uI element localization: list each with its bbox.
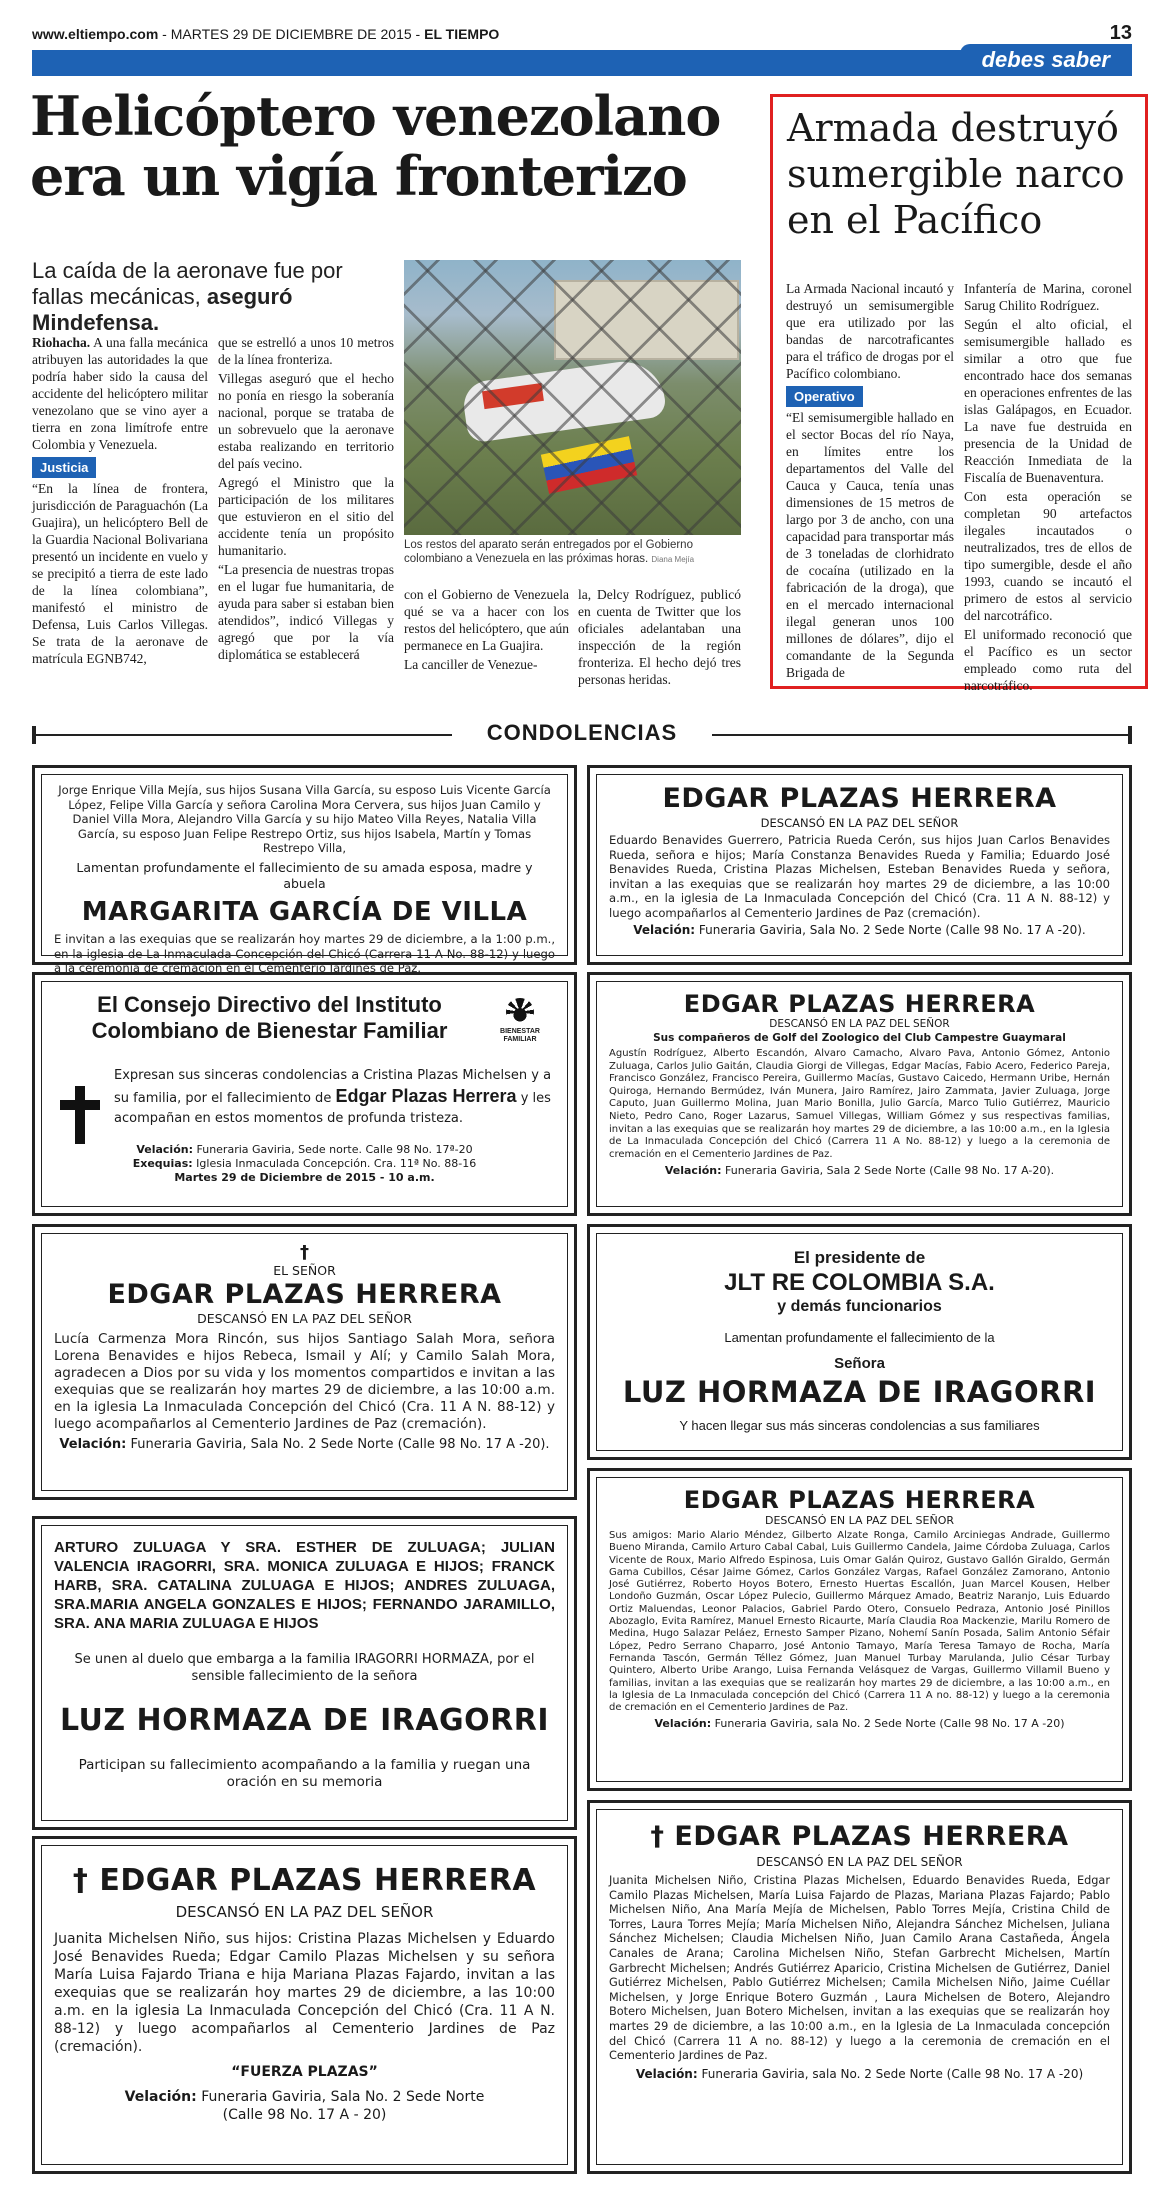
icbf-logo — [495, 998, 545, 1044]
obit-golf — [587, 972, 1132, 1216]
cross-icon — [60, 1086, 100, 1144]
obit-jlt — [587, 1224, 1132, 1460]
icbf-exe-value: Iglesia Inmaculada Concepción. Cra. 11ª No. 88-16 — [196, 1157, 477, 1170]
main-col-4 — [578, 586, 741, 690]
vel-label: Velación: — [59, 1437, 127, 1452]
subhead-text: La caída de la aeronave fue por fallas mecánicas, — [32, 258, 343, 309]
obit-name: EDGAR PLAZAS HERRERA — [683, 1486, 1036, 1514]
obit-velacion — [609, 2067, 1110, 2082]
header-line: www.eltiempo.com - MARTES 29 DE DICIEMBRE DE 2015 - EL TIEMPO — [32, 26, 500, 42]
obit-benavides — [587, 765, 1132, 965]
obit-body: Agustín Rodríguez, Alberto Escandón, Alvaro Camacho, Alvaro Pava, Antonio Gómez, Antonio Zuluaga, Carlos Julio Gaitán, Claudia Giorgi de Villegas, Edgar Macías, Fabio Acero, Federico Pareja, Francisco González, Francisco Pereira, Guillermo Macías, Gustavo Caicedo, Hermann Uribe, Hernán Quiroga, Hernando Bermúdez, Iván Munera, Jairo Ramírez, Jairo Zammata, Javier Zuluaga, Jorge Caputo, Juan Guillermo Molina, Juan Mario Bonilla, Julio García, Marco Tulio Gutiérrez, Mauricio Nieto, Pedro Cano, Roger Lazarus, Samuel Villegas, William Gómez y sus respectivas familias, invitan a las exequias que se realizarán hoy martes 29 de diciembre, a las 10:00 a.m., en la Iglesia de La Inmaculada Concepción del Chicó (Carrera 11 A No. 88-12) y luego a la ceremonia de cremación en el Cementerio Jardines de Paz. — [609, 1048, 1110, 1160]
col2-p1: que se estrelló a unos 10 metros de la línea fronteriza. — [218, 335, 394, 367]
obit-name: EDGAR PLAZAS HERRERA — [683, 990, 1036, 1018]
icbf-vel-value: Funeraria Gaviria, Sede norte. Calle 98 No. 17ª-20 — [196, 1143, 473, 1156]
side-col2-p4: El uniformado reconoció que el Pacífico es un sector empleado como ruta del narcotráfico. — [964, 627, 1132, 693]
col3-p1: con el Gobierno de Venezuela qué se va a hacer con los restos del helicóptero, que aún permanece en La Guajira. — [404, 587, 569, 653]
side-col-1 — [786, 280, 954, 683]
obit-title — [609, 1820, 1110, 1854]
main-headline — [30, 86, 750, 206]
obit-velacion — [609, 1716, 1110, 1731]
vel-value: Funeraria Gaviria, Sala 2 Sede Norte (Calle 98 No. 17 A-20). — [725, 1164, 1055, 1178]
cross-icon: † — [72, 1863, 89, 1898]
vel-value-2: (Calle 98 No. 17 A - 20) — [222, 2107, 387, 2123]
icbf-vel-label: Velación: — [136, 1143, 193, 1156]
obit-title — [54, 1862, 555, 1900]
col3-p2: La canciller de Venezue- — [404, 657, 538, 672]
side-col2-p1: Infantería de Marina, coronel Sarug Chilito Rodríguez. — [964, 281, 1132, 313]
subhead-bold: aseguró Mindefensa. — [32, 284, 293, 335]
photo-credit: Diana Mejía — [651, 555, 695, 564]
helicopter-photo — [404, 260, 741, 535]
obit-label: EL SEÑOR — [273, 1263, 336, 1278]
section-bar — [32, 47, 1132, 76]
obit-lament: Lamentan profundamente el fallecimiento de su amada esposa, madre y abuela — [76, 859, 533, 891]
jlt-name: LUZ HORMAZA DE IRAGORRI — [622, 1375, 1097, 1409]
zuluaga-names: ARTURO ZULUAGA Y SRA. ESTHER DE ZULUAGA; JULIAN VALENCIA IRAGORRI, SRA. MONICA ZULUAGA E HIJOS; FRANCK HARB, SRA. CATALINA ZULUAGA E HIJOS; ANDRES ZULUAGA, SRA.MARIA ANGELA GONZALES E HIJOS; FERNANDO JARAMILLO, SRA. ANA MARIA ZULUAGA E HIJOS — [54, 1539, 555, 1632]
icbf-logo-icon — [506, 998, 534, 1026]
obit-body: E invitan a las exequias que se realizarán hoy martes 29 de diciembre, a la 1:00 p.m., en la iglesia de La Inmaculada Concepción del Chicó (Carrera 11 A No. 88-12) y luego a la ceremonia de cremación en el Cementerio Jardines de Paz. — [54, 931, 555, 976]
col2-p3: Agregó el Ministro que la participación de los militares que estuvieron en el sitio del accidente tenía un propósito humanitario. — [218, 475, 394, 558]
jlt-company: JLT RE COLOMBIA S.A. — [724, 1269, 995, 1296]
zuluaga-body-2: Participan su fallecimiento acompañando a la familia y ruegan una oración en su memoria — [78, 1757, 531, 1790]
obit-sub2: Sus compañeros de Golf del Zoologico del Club Campestre Guaymaral — [653, 1032, 1066, 1044]
icbf-body-2: y les acompañan en estos momentos de profunda tristeza. — [114, 1091, 551, 1126]
jlt-line-1: El presidente de — [793, 1248, 926, 1267]
main-subhead — [32, 258, 397, 336]
page-number: 13 — [1109, 22, 1132, 44]
icbf-title-1: El Consejo Directivo del Instituto — [97, 992, 442, 1017]
headline-line-2: era un vigía fronterizo — [30, 144, 687, 208]
obit-velacion — [609, 923, 1110, 938]
issue-date: MARTES 29 DE DICIEMBRE DE 2015 — [170, 26, 412, 42]
section-tab: debes saber — [960, 44, 1132, 76]
side-col1-p2: “El semisumergible hallado en el sector Bocas del río Naya, en límites entre los departamentos del Valle del Cauca y Cauca, tenía unas dimensiones de 15 metros de largo por 3 de ancho, con una capacidad para transportar más de 3 toneladas de clorhidrato de cocaína (utilizado en la fabricación de la droga), que en el mercado internacional ilegal generan unos 100 millones de dólares”, dijo el comandante de la Segunda Brigada de — [786, 410, 954, 680]
vel-label: Velación: — [654, 1717, 712, 1731]
vel-label: Velación: — [635, 2066, 698, 2081]
obit-name: MARGARITA GARCÍA DE VILLA — [81, 896, 528, 927]
icbf-details — [54, 1143, 555, 1185]
obit-body: Juanita Michelsen Niño, sus hijos: Cristina Plazas Michelsen y Eduardo José Benavides Rueda; Edgar Camilo Plazas Michelsen y su señora María Luisa Fajardo Triana e hija Mariana Plazas Fajardo, invitan a las exequias que se realizarán hoy martes 29 de diciembre, a las 10:00 a.m. en la iglesia La Inmaculada Concepción del Chicó (Cra. 11 A N. 88-12) y luego acompañarlos al Cementerio Jardines de Paz (cremación). — [54, 1931, 555, 2055]
jlt-senora: Señora — [834, 1355, 885, 1372]
obit-sub: DESCANSÓ EN LA PAZ DEL SEÑOR — [764, 1514, 955, 1527]
obit-sub: DESCANSÓ EN LA PAZ DEL SEÑOR — [197, 1311, 412, 1326]
fence-overlay — [404, 260, 741, 535]
obit-sub: DESCANSÓ EN LA PAZ DEL SEÑOR — [769, 1018, 950, 1030]
side-col2-p3: Con esta operación se completan 90 artefactos ilegales incautados o neutralizados, tres de ellos de tipo sumergible, desde el año 1993, cuando se incautó el primero de estos al servicio del narcotráfico. — [964, 489, 1132, 623]
icbf-logo-text: BIENESTAR FAMILIAR — [500, 1028, 540, 1043]
col1-p1: A una falla mecánica atribuyen las autoridades la que podría haber sido la causa del accidente del helicóptero militar venezolano que se vino ayer a tierra en zona limítrofe entre Colombia y Venezuela. — [32, 335, 208, 452]
obit-familia — [587, 1800, 1132, 2174]
side-col1-p1: La Armada Nacional incautó y destruyó un semisumergible que era utilizado por las bandas de narcotraficantes para el tráfico de drogas por el Pacífico colombiano. — [786, 281, 954, 381]
main-col-1 — [32, 334, 208, 669]
obit-fuerza-plazas — [32, 1836, 577, 2174]
obit-velacion — [54, 2088, 555, 2124]
obit-name: EDGAR PLAZAS HERRERA — [662, 783, 1057, 814]
icbf-message — [114, 1066, 555, 1129]
col2-p2: Villegas aseguró que el hecho no ponía en riesgo la soberanía nacional, porque se trataba de un sobrevuelo que la aeronave estaba realizando en territorio del país vecino. — [218, 371, 394, 471]
dateline: Riohacha. — [32, 335, 91, 350]
vel-value-1: Funeraria Gaviria, Sala No. 2 Sede Norte — [201, 2089, 485, 2105]
zuluaga-name: LUZ HORMAZA DE IRAGORRI — [59, 1703, 550, 1738]
headline-line-1: Helicóptero venezolano — [30, 84, 721, 148]
obit-body: Juanita Michelsen Niño, Cristina Plazas Michelsen, Eduardo Benavides Rueda, Edgar Camilo Plazas Michelsen, María Luisa Fajardo de Plazas, Mariana Plazas Fajardo; Pablo Michelsen Niño, Ana María Mejía de Michelsen, Pablo Torres Mejía, Cristina Child de Torres, Laura Torres Mejía; María Michelsen Niño, Alejandra Sánchez Michelsen, Juliana Sánchez Michelsen; Claudia Michelsen Niño, Juan Camilo Arana Castañeda, Ángela Canales de Arana; Carolina Michelsen Niño, Stefan Garbrecht Michelsen, Martín Garbrecht Michelsen; Andrés Gutiérrez Aparicio, Cristina Michelsen de Gutiérrez, Daniel Gutiérrez Michelsen, Pablo Gutiérrez Michelsen; Camila Michelsen Niño, Jaime Cuéllar Michelsen, y Jorge Enrique Botero Guzmán , Laura Michelsen de Botero, Alejandro Botero Michelsen, Juan Botero Michelsen, invitan a las exequias que se realizarán hoy martes 29 de diciembre, a las 10:00 a.m., en la Iglesia de La Inmaculada concepción del Chicó (Carrera 11 A no. 88-12) y luego a la ceremonia de cremación en el Cementerio Jardines de Paz. — [609, 1874, 1110, 2063]
jlt-body-2: Y hacen llegar sus más sinceras condolencias a sus familiares — [679, 1418, 1040, 1433]
obit-name: EDGAR PLAZAS HERRERA — [107, 1279, 502, 1310]
section-label: CONDOLENCIAS — [486, 720, 678, 745]
obit-body: Sus amigos: Mario Alario Méndez, Gilberto Alzate Ronga, Camilo Arciniegas Andrade, Guillermo Bueno Miranda, Camilo Arturo Cabal Cabal, Luis Guillermo Candela, Jaime Córdoba Zuluaga, Carlos Vicente de Roux, Mario Alfredo Espinosa, Luis Omar Galán Quiroz, Gustavo Gallón Giraldo, Germán Gama Cubillos, César Jaime Gómez, Carlos González Vargas, Rafael González Zamorano, Antonio José Gutiérrez, Roberto Hoyos Botero, Ernesto Huertas Escallón, Juan Marcel Kousen, Helber Londoño Guzmán, Oscar López Pulecio, Guillermo Márquez Amado, Beatriz Naranjo, Luis Eduardo Ortiz Maluendas, Leonor Palacios, Gabriel Pardo Otero, Consuelo Pedraza, Antonio José Pinillos Abozaglo, Evita Ramírez, Manuel Ernesto Ricaurte, María Claudia Roa Mackenzie, Marilu Romero de Medina, Hugo Salazar Peláez, Ernesto Samper Pizano, Nohemí Sanín Posada, Salim Antonio Séfair López, Pedro Serrano Chaparro, José Antonio Tamayo, María Teresa Tamayo de Rocha, María Fernanda Tascón, Germán Téllez Gómez, Juan Manuel Turbay Marulanda, Julio César Turbay Quintero, Alberto Uribe Arango, Luisa Fernanda Velásquez de Vargas, Guillermo Villamil Bueno y familias, invitan a las exequias que se realizarán hoy martes 29 de diciembre, a las 10:00 a.m., en la Iglesia de La Inmaculada concepción del Chicó (Carrera 11 A no. 88-12) y luego a la ceremonia de cremación en el Cementerio Jardines de Paz. — [609, 1530, 1110, 1714]
operativo-tag: Operativo — [786, 386, 863, 407]
vel-value: Funeraria Gaviria, sala No. 2 Sede Norte (Calle 98 No. 17 A -20) — [701, 2066, 1084, 2081]
obit-body: Lucía Carmenza Mora Rincón, sus hijos Santiago Salah Mora, señora Lorena Benavides e hijos Rebeca, Ismail y Alí; y Camilo Salah Mora, agradecen a Dios por su vida y los momentos compartidos e invitan a las exequias que se realizarán hoy martes 29 de diciembre, a las 10:00 a.m. en la iglesia La Inmaculada Concepción del Chicó (Cra. 11 A N. 88-12) y luego acompañarlos al Cementerio Jardines de Paz (cremación). — [54, 1331, 555, 1432]
vel-label: Velación: — [664, 1164, 722, 1178]
obit-sub: DESCANSÓ EN LA PAZ DEL SEÑOR — [760, 816, 959, 830]
paper-name: EL TIEMPO — [424, 26, 500, 42]
main-col-3 — [404, 586, 569, 675]
zuluaga-body-1: Se unen al duelo que embarga a la familia IRAGORRI HORMAZA, por el sensible fallecimiento de la señora — [74, 1652, 535, 1684]
icbf-title-2: Colombiano de Bienestar Familiar — [91, 1018, 448, 1043]
obit-body: Eduardo Benavides Guerrero, Patricia Rueda Cerón, sus hijos Juan Carlos Benavides Rueda, señora e hijos; María Constanza Benavides Rueda y Familia; Eduardo José Benavides Rueda, Cristina Plazas Michelsen, Esteban Benavides Rueda y señora, invitan a las exequias que se realizarán hoy martes 29 de diciembre, a las 10:00 a.m., en la iglesia de La Inmaculada Concepción del Chicó (Cra. 11 A N. 88-12) y luego acompañarlos al Cementerio Jardines de Paz (cremación). — [609, 833, 1110, 920]
obit-zuluaga — [32, 1516, 577, 1830]
side-col-2 — [964, 280, 1132, 696]
cross-icon: † — [300, 1242, 309, 1263]
obit-amigos — [587, 1468, 1132, 1791]
obit-el-senor — [32, 1224, 577, 1500]
caption-text: Los restos del aparato serán entregados por el Gobierno colombiano a Venezuela en las próximas horas. — [404, 539, 693, 565]
obit-velacion — [609, 1163, 1110, 1178]
vel-value: Funeraria Gaviria, Sala No. 2 Sede Norte (Calle 98 No. 17 A -20). — [130, 1437, 550, 1452]
page-header — [32, 22, 1132, 46]
icbf-exe-label: Exequias: — [132, 1157, 193, 1170]
justicia-tag: Justicia — [32, 457, 96, 478]
jlt-line-2: y demás funcionarios — [777, 1298, 942, 1315]
vel-label: Velación: — [633, 922, 696, 937]
icbf-name: Edgar Plazas Herrera — [335, 1086, 517, 1106]
obit-icbf — [32, 972, 577, 1216]
obit-quote: “FUERZA PLAZAS” — [231, 2064, 378, 2080]
col2-p4: “La presencia de nuestras tropas en el lugar fue humanitaria, de ayuda para saber si estaban bien atendidos”, indicó Villegas y agregó que por la vía diplomática se establecerá — [218, 562, 394, 662]
photo-caption — [404, 538, 741, 567]
vel-value: Funeraria Gaviria, sala No. 2 Sede Norte (Calle 98 No. 17 A -20) — [714, 1717, 1065, 1731]
vel-value: Funeraria Gaviria, Sala No. 2 Sede Norte (Calle 98 No. 17 A -20). — [698, 922, 1086, 937]
obit-intro: Jorge Enrique Villa Mejía, sus hijos Susana Villa García, su esposo Luis Vicente García López, Felipe Villa García y señora Carolina Mora Cervera, sus hijos Juan Camilo y Daniel Villa Mora, Alejandro Villa García y su hijo Mateo Villa Reyes, Natalia Villa García, su esposo Juan Felipe Restrepo Ortiz, sus hijos Isabela, Martín y Tomas Restrepo Villa, — [58, 783, 551, 856]
site-url[interactable]: www.eltiempo.com — [32, 26, 159, 42]
main-col-2 — [218, 334, 394, 665]
obit-margarita — [32, 765, 577, 976]
condolencias-header — [32, 720, 1132, 750]
side-col2-p2: Según el alto oficial, el semisumergible hallado es similar a otro que fue encontrado hace dos semanas en operaciones enfrentes de las islas Galápagos, en Ecuador. La nave fue destruida en presencia de la Unidad de Reacción Inmediata de la Fiscalía de Buenaventura. — [964, 317, 1132, 485]
jlt-body-1: Lamentan profundamente el fallecimiento de la — [724, 1330, 995, 1345]
vel-label: Velación: — [124, 2089, 197, 2105]
obit-sub: DESCANSÓ EN LA PAZ DEL SEÑOR — [175, 1903, 434, 1921]
obit-name: EDGAR PLAZAS HERRERA — [99, 1863, 537, 1898]
cross-icon: † — [650, 1821, 665, 1852]
obit-sub: DESCANSÓ EN LA PAZ DEL SEÑOR — [756, 1855, 963, 1869]
icbf-date: Martes 29 de Diciembre de 2015 - 10 a.m. — [174, 1171, 435, 1184]
obit-name: EDGAR PLAZAS HERRERA — [674, 1821, 1069, 1852]
col4-p1: la, Delcy Rodríguez, publicó en cuenta de Twitter que los oficiales adelantaban una inspección de la región fronteriza. El hecho dejó tres personas heridas. — [578, 587, 741, 687]
obit-velacion — [54, 1437, 555, 1452]
side-story-title: Armada destruyó sumergible narco en el Pacífico — [787, 106, 1125, 242]
icbf-body-1: Expresan sus sinceras condolencias a Cristina Plazas Michelsen y a su familia, por el fallecimiento de — [114, 1068, 552, 1106]
col1-p2: “En la línea de frontera, jurisdicción de Paraguachón (La Guajira), un helicóptero Bell de la Guardia Nacional Bolivariana presentó un incidente en vuelo y se precipitó a tierra de este lado de la línea colombiana”, manifestó el ministro de Defensa, Luis Carlos Villegas. Se trata de la aeronave de matrícula EGNB742, — [32, 481, 208, 666]
